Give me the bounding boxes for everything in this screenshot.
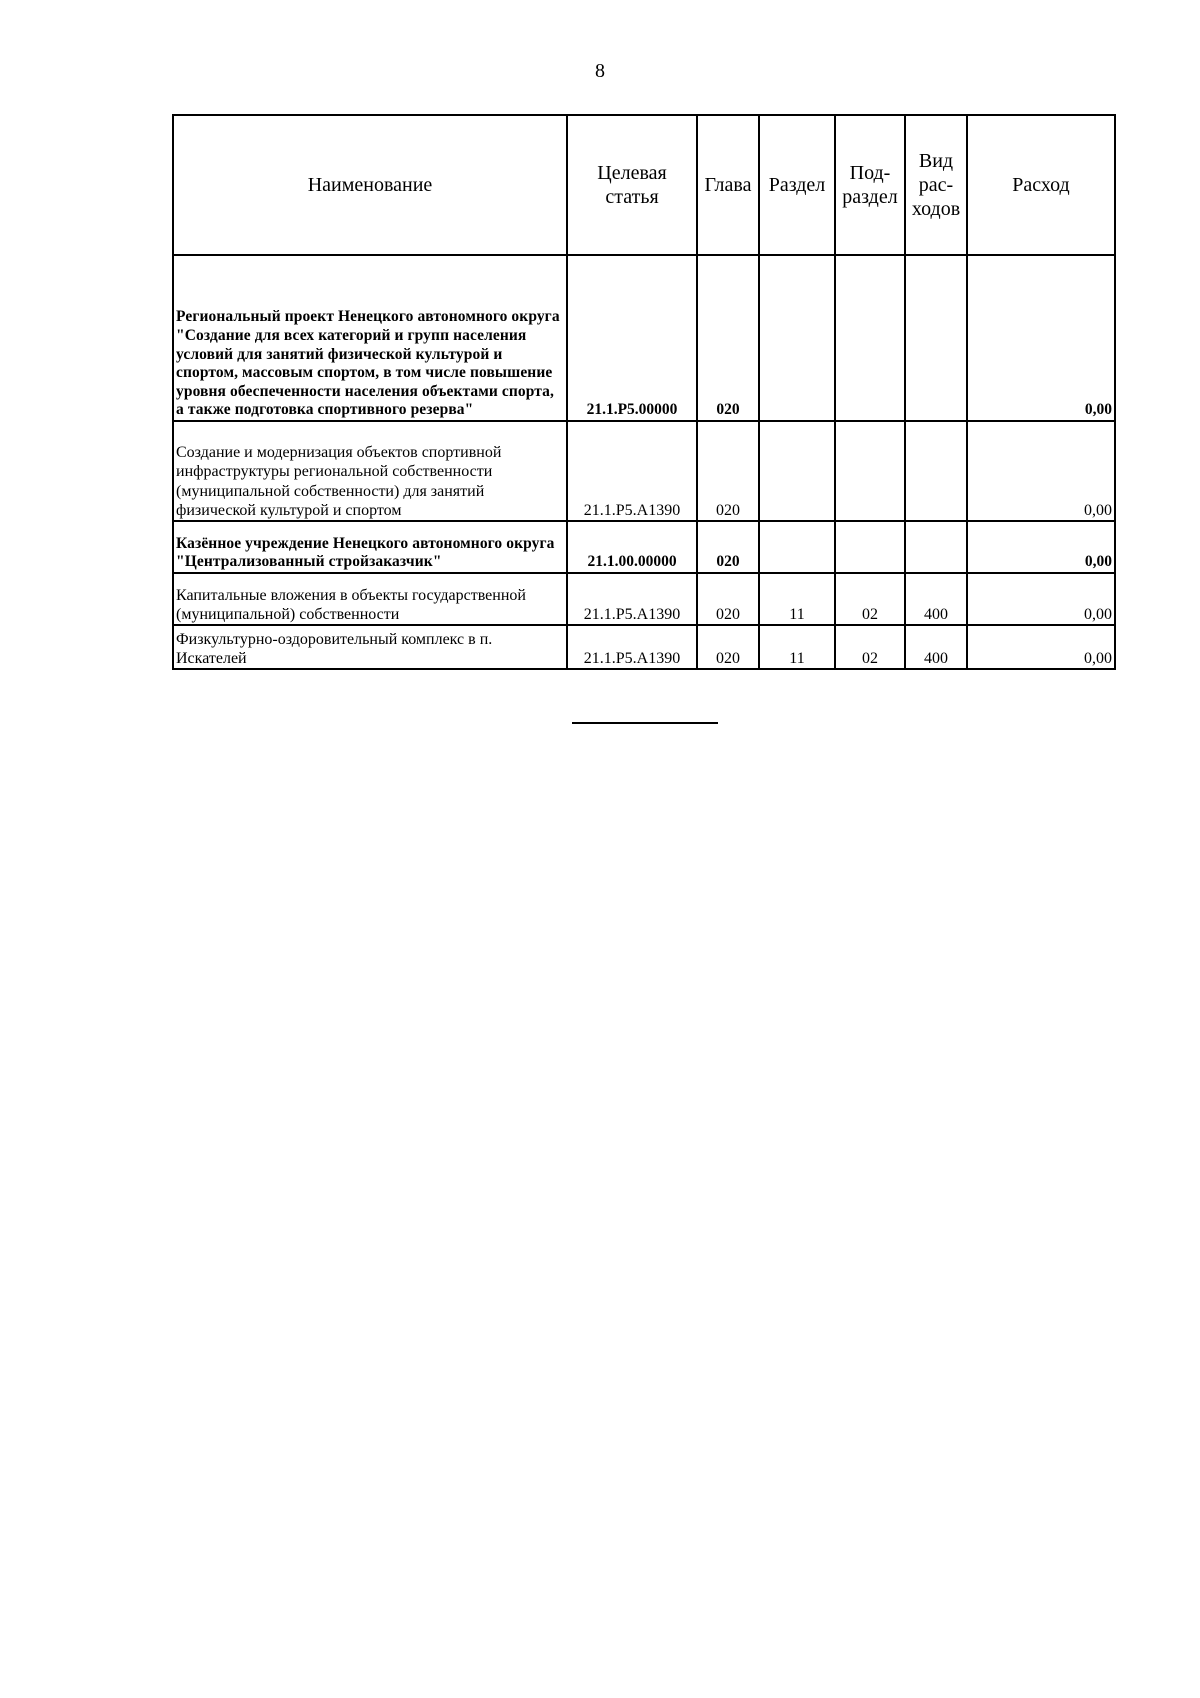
header-target-article: Целевая статья (567, 115, 697, 255)
cell-amount: 0,00 (967, 255, 1115, 421)
cell-name: Региональный проект Ненецкого автономного округа "Создание для всех категорий и групп населения условий для занятий физической культурой и спортом, массовым спортом, в том числе повышение уровня обеспеченности населения объектами спорта, а также подготовка спортивного резерва" (173, 255, 567, 421)
header-chapter: Глава (697, 115, 759, 255)
cell-section (759, 521, 835, 573)
cell-name: Казённое учреждение Ненецкого автономного округа "Централизованный стройзаказчик" (173, 521, 567, 573)
cell-subsection (835, 255, 905, 421)
cell-target-article: 21.1.P5.A1390 (567, 421, 697, 521)
cell-chapter: 020 (697, 421, 759, 521)
cell-chapter: 020 (697, 573, 759, 625)
header-name: Наименование (173, 115, 567, 255)
header-amount: Расход (967, 115, 1115, 255)
cell-section (759, 421, 835, 521)
budget-table (172, 114, 1116, 670)
table-row (173, 421, 1115, 521)
page-number: 8 (595, 60, 605, 82)
table-row (173, 625, 1115, 669)
table-body (173, 255, 1115, 669)
header-subsection: Под- раздел (835, 115, 905, 255)
cell-target-article: 21.1.P5.00000 (567, 255, 697, 421)
table-row (173, 521, 1115, 573)
cell-subsection: 02 (835, 573, 905, 625)
cell-name: Капитальные вложения в объекты государственной (муниципальной) собственности (173, 573, 567, 625)
cell-chapter: 020 (697, 521, 759, 573)
cell-amount: 0,00 (967, 625, 1115, 669)
cell-name: Создание и модернизация объектов спортивной инфраструктуры региональной собственности (муниципальной собственности) для занятий физической культурой и спортом (173, 421, 567, 521)
cell-subsection (835, 521, 905, 573)
cell-expense-type: 400 (905, 573, 967, 625)
cell-amount: 0,00 (967, 573, 1115, 625)
cell-chapter: 020 (697, 255, 759, 421)
cell-target-article: 21.1.P5.A1390 (567, 625, 697, 669)
header-expense-type: Вид рас- ходов (905, 115, 967, 255)
cell-target-article: 21.1.00.00000 (567, 521, 697, 573)
cell-section: 11 (759, 573, 835, 625)
cell-target-article: 21.1.P5.A1390 (567, 573, 697, 625)
header-section: Раздел (759, 115, 835, 255)
table-header-row (173, 115, 1115, 255)
cell-subsection (835, 421, 905, 521)
cell-chapter: 020 (697, 625, 759, 669)
cell-section (759, 255, 835, 421)
cell-section: 11 (759, 625, 835, 669)
table-row (173, 255, 1115, 421)
cell-amount: 0,00 (967, 421, 1115, 521)
cell-name: Физкультурно-оздоровительный комплекс в п. Искателей (173, 625, 567, 669)
cell-expense-type: 400 (905, 625, 967, 669)
cell-expense-type (905, 521, 967, 573)
cell-expense-type (905, 255, 967, 421)
cell-expense-type (905, 421, 967, 521)
cell-subsection: 02 (835, 625, 905, 669)
cell-amount: 0,00 (967, 521, 1115, 573)
end-divider-line (572, 722, 718, 724)
table-row (173, 573, 1115, 625)
